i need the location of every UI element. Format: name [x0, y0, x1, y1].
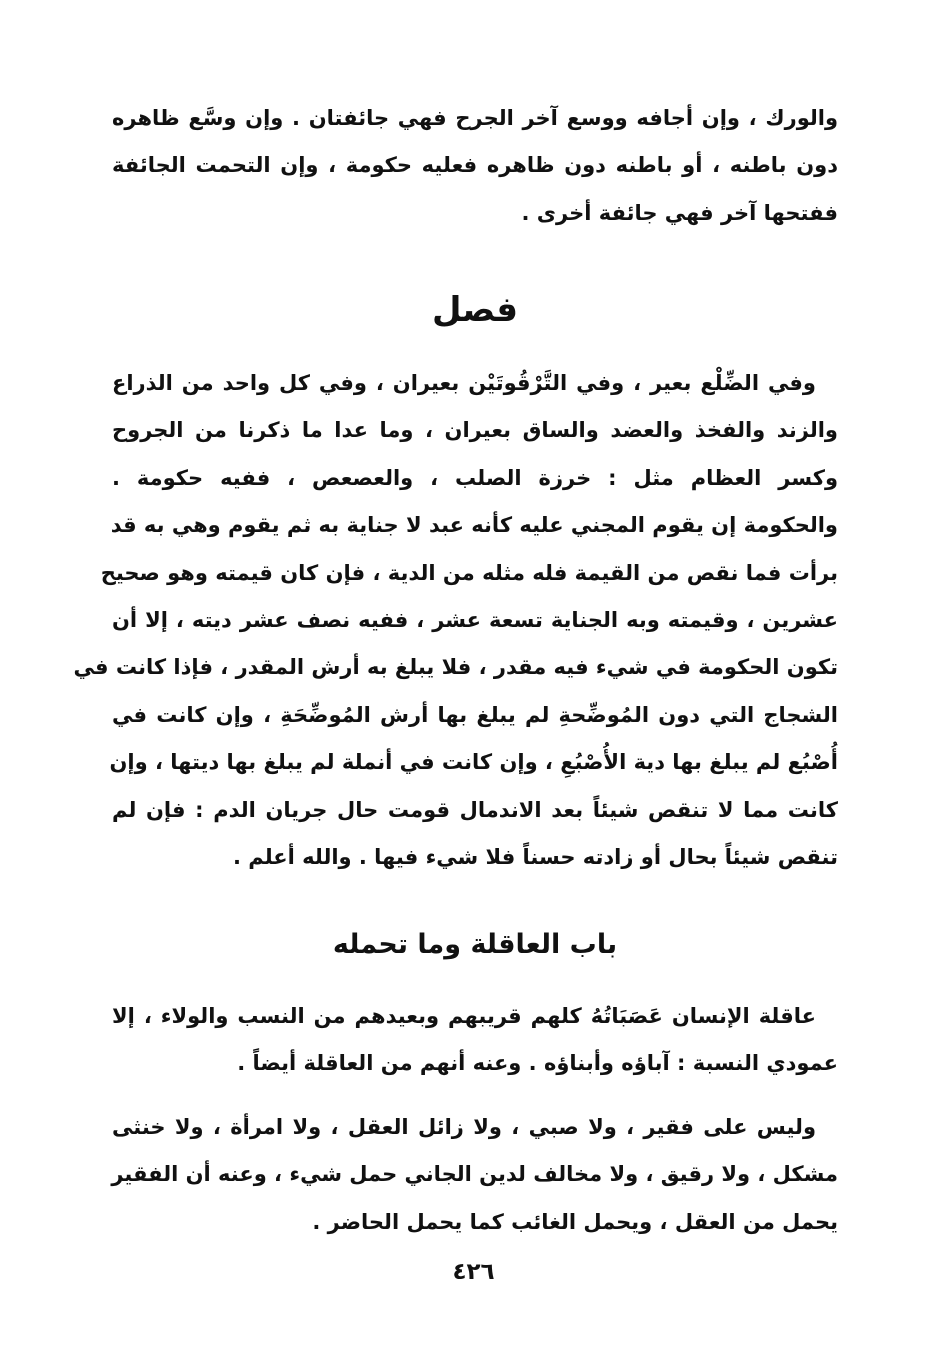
fasl-paragraph — [73, 360, 838, 881]
text-line: كانت مما لا تنقص شيئاً بعد الاندمال قومت حال جريان الدم : فإن لم — [112, 797, 838, 822]
chapter-heading: باب العاقلة وما تحمله — [332, 929, 618, 960]
text-line: والحكومة إن يقوم المجني عليه كأنه عبد لا جناية به ثم يقوم وهي به قد — [110, 513, 838, 538]
text-line: أُصْبُع لم يبلغ بها دية الأُصْبُعِ ، وإن كانت في أنملة لم يبلغ بها ديتها ، وإن — [109, 750, 838, 775]
text-line: عشرين ، وقيمته وبه الجناية تسعة عشر ، ففيه نصف عشر ديته ، إلا أن — [112, 608, 838, 633]
text-line: تنقص شيئاً بحال أو زادته حسناً فلا شيء فيها . والله أعلم . — [232, 845, 838, 870]
text-line-content: وفي الضِّلْع بعير ، وفي التَّرْقُوتَيْن بعيران ، وفي كل واحد من الذراع — [112, 371, 816, 395]
text-line — [112, 1104, 838, 1151]
text-line: والزند والفخذ والعضد والساق بعيران ، وما عدا ما ذكرنا من الجروح — [112, 418, 838, 443]
text-line: تكون الحكومة في شيء فيه مقدر ، فلا يبلغ به أرش المقدر ، فإذا كانت في — [73, 655, 838, 680]
text-line: وكسر العظام مثل : خرزة الصلب ، والعصعص ، ففيه حكومة . — [112, 465, 838, 490]
text-line: برأت فما نقص من القيمة فله مثله من الدية ، فإن كان قيمته وهو صحيح — [100, 560, 838, 585]
text-line: دون باطنه ، أو باطنه دون ظاهره فعليه حكومة ، وإن التحمت الجائفة — [112, 153, 838, 178]
text-line: عمودي النسبة : آباؤه وأبناؤه . وعنه أنهم من العاقلة أيضاً . — [237, 1051, 838, 1076]
text-line: يحمل من العقل ، ويحمل الغائب كما يحمل الحاضر . — [312, 1209, 838, 1234]
text-line: والورك ، وإن أجافه ووسع آخر الجرح فهي جائفتان . وإن وسَّع ظاهره — [112, 106, 838, 130]
text-line: الشجاج التي دون المُوضِّحةِ لم يبلغ بها أرش المُوضِّحَةِ ، وإن كانت في — [112, 702, 838, 727]
aqila-paragraph — [112, 993, 838, 1088]
continued-paragraph — [112, 95, 838, 237]
text-line — [112, 360, 838, 407]
text-line — [112, 993, 838, 1040]
text-line-content: عاقلة الإنسان عَصَبَاتُهُ كلهم قريبهم وبعيدهم من النسب والولاء ، إلا — [112, 1004, 816, 1028]
section-heading: فصل — [431, 290, 519, 330]
text-line-content: وليس على فقير ، ولا صبي ، ولا زائل العقل ، ولا امرأة ، ولا خنثى — [112, 1115, 816, 1139]
text-line: ففتحها آخر فهي جائفة أخرى . — [521, 200, 838, 225]
page-number: ٤٢٦ — [452, 1259, 495, 1285]
text-line: مشكل ، ولا رقيق ، ولا مخالف لدين الجاني حمل شيء ، وعنه أن الفقير — [111, 1162, 838, 1187]
aqila-paragraph — [112, 1104, 838, 1246]
